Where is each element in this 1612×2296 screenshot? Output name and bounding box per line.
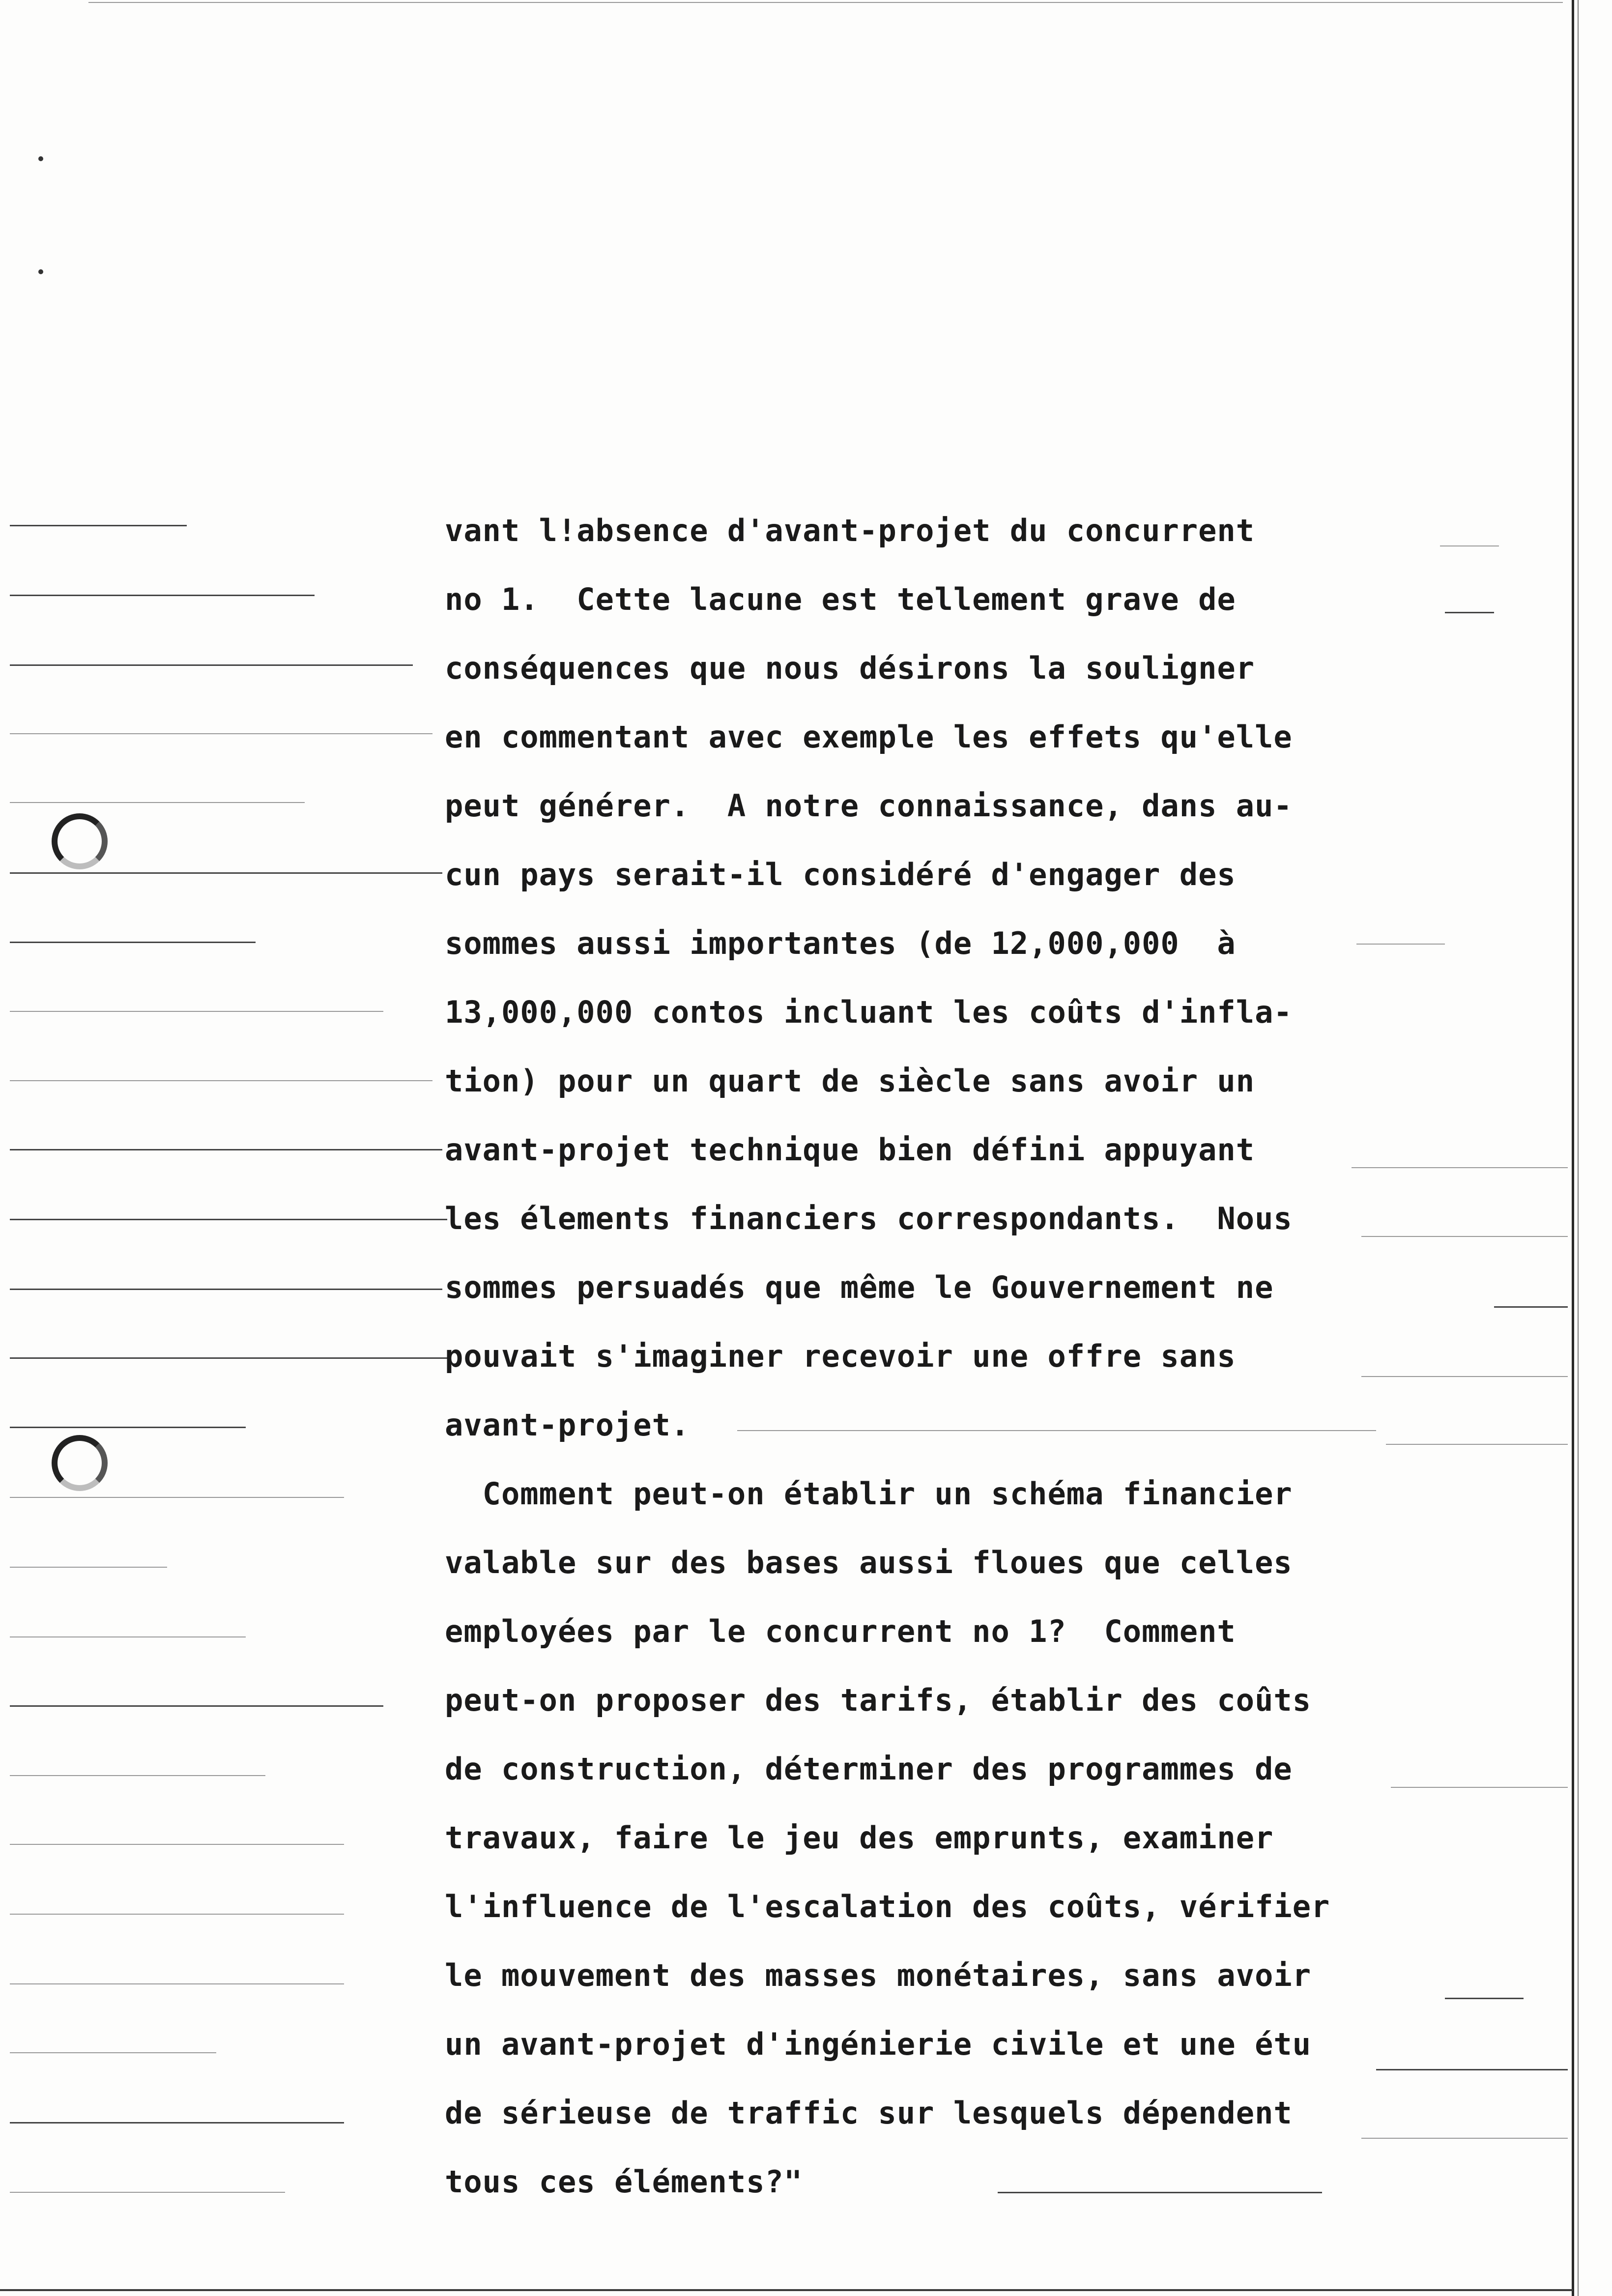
text-line: employées par le concurrent no 1? Comment <box>445 1613 1236 1649</box>
text-line: Comment peut-on établir un schéma financier <box>445 1476 1293 1512</box>
ruling-mark <box>1494 1306 1568 1308</box>
text-line: pouvait s'imaginer recevoir une offre sans <box>445 1338 1236 1374</box>
ruling-mark <box>10 1289 442 1290</box>
ruling-mark <box>10 1427 246 1428</box>
text-line: de sérieuse de traffic sur lesquels dépendent <box>445 2095 1293 2131</box>
text-line: tous ces éléments?" <box>445 2164 803 2200</box>
ruling-mark <box>10 942 256 943</box>
text-line: peut générer. A notre connaissance, dans au- <box>445 788 1293 824</box>
ruling-mark <box>10 1357 447 1359</box>
text-line: no 1. Cette lacune est tellement grave de <box>445 581 1236 617</box>
text-line: travaux, faire le jeu des emprunts, examiner <box>445 1820 1274 1856</box>
ruling-mark <box>10 1011 383 1012</box>
top-edge-line <box>88 2 1563 3</box>
text-line: de construction, déterminer des programmes de <box>445 1751 1293 1787</box>
ruling-mark <box>10 1914 344 1915</box>
text-line: avant-projet. <box>445 1407 690 1443</box>
ruling-mark <box>10 1497 344 1498</box>
text-line: en commentant avec exemple les effets qu'elle <box>445 719 1293 755</box>
text-line: conséquences que nous désirons la souligner <box>445 650 1255 686</box>
ruling-mark <box>10 525 187 526</box>
ruling-mark <box>10 595 315 596</box>
ruling-mark <box>10 1983 344 1984</box>
text-line: vant l!absence d'avant-projet du concurrent <box>445 513 1255 548</box>
ruling-mark <box>10 2122 344 2124</box>
text-line: les élements financiers correspondants. Nous <box>445 1201 1293 1236</box>
typed-text-block <box>445 509 1428 2229</box>
text-line: avant-projet technique bien défini appuyant <box>445 1132 1255 1168</box>
right-margin-border <box>1572 0 1574 2296</box>
text-line: le mouvement des masses monétaires, sans avoir <box>445 1957 1312 1993</box>
right-margin-border-inner <box>1578 0 1579 2296</box>
speck-mark <box>38 156 43 161</box>
text-line: valable sur des bases aussi floues que celles <box>445 1545 1293 1580</box>
bottom-edge-line <box>0 2289 1573 2291</box>
text-line: cun pays serait-il considéré d'engager des <box>445 857 1236 892</box>
text-line: tion) pour un quart de siècle sans avoir un <box>445 1063 1255 1099</box>
ruling-mark <box>10 1149 442 1150</box>
text-line: sommes aussi importantes (de 12,000,000 à <box>445 925 1236 961</box>
ruling-mark <box>1440 545 1499 546</box>
ruling-mark <box>10 1567 167 1568</box>
ruling-mark <box>10 802 305 803</box>
text-line: sommes persuadés que même le Gouvernement ne <box>445 1269 1274 1305</box>
ruling-mark <box>1445 1998 1524 1999</box>
ruling-mark <box>10 1080 432 1081</box>
ruling-mark <box>10 1705 383 1707</box>
ruling-mark <box>10 1636 246 1637</box>
text-line: l'influence de l'escalation des coûts, vérifier <box>445 1889 1330 1924</box>
ruling-mark <box>10 872 442 874</box>
ruling-mark <box>10 733 432 734</box>
punch-hole-icon <box>52 1435 108 1491</box>
ruling-mark <box>1445 612 1494 613</box>
text-line: 13,000,000 contos incluant les coûts d'infla- <box>445 994 1293 1030</box>
speck-mark <box>38 269 43 274</box>
ruling-mark <box>10 1219 447 1220</box>
ruling-mark <box>10 2192 285 2193</box>
punch-hole-icon <box>52 813 108 869</box>
ruling-mark <box>10 1775 265 1776</box>
ruling-mark <box>10 2052 216 2053</box>
ruling-mark <box>10 1844 344 1845</box>
text-line: peut-on proposer des tarifs, établir des coûts <box>445 1682 1312 1718</box>
text-line: un avant-projet d'ingénierie civile et une étu <box>445 2026 1312 2062</box>
ruling-mark <box>10 664 413 666</box>
